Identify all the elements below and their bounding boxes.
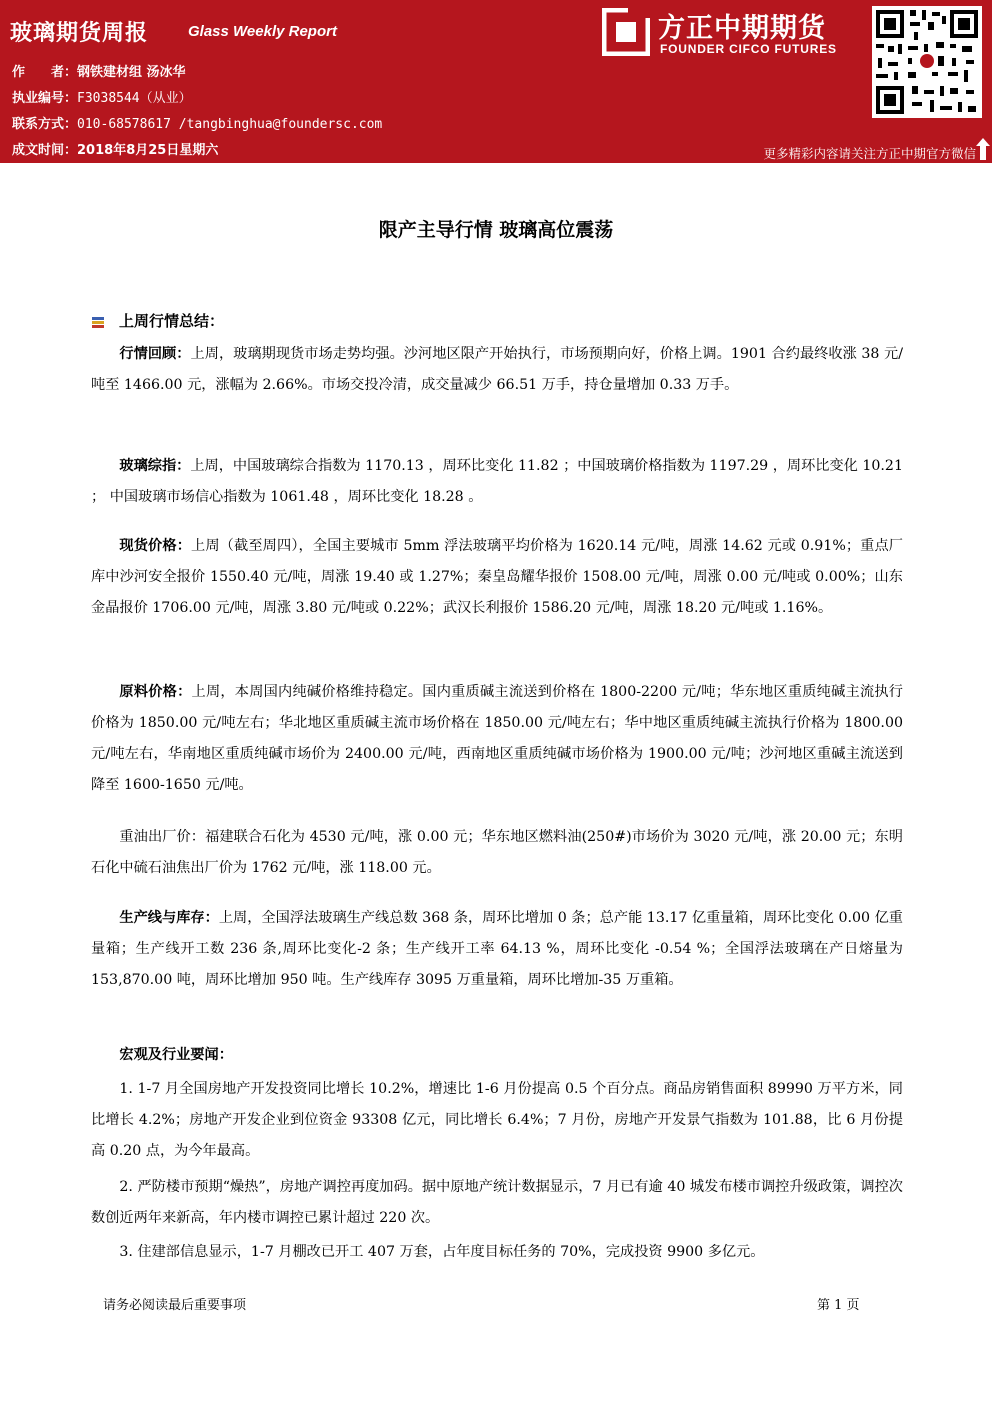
document-title: 限产主导行情 玻璃高位震荡 (378, 219, 614, 241)
report-header (0, 0, 992, 163)
paragraph-raw-material (91, 677, 903, 801)
paragraph-text: 3. 住建部信息显示，1-7 月棚改已开工 407 万套，占年度目标任务的 70%，完成投资 9900 多亿元。 (119, 1244, 765, 1260)
paragraph-text: 上周（截至周四），全国主要城市 5mm 浮法玻璃平均价格为 1620.14 元/吨，周涨 14.62 元或 0.91%；重点厂库中沙河安全报价 1550.40 元/吨，周涨 19.40 或 1.27%；秦皇岛耀华报价 1508.00 元/吨，周涨 0.00 元/吨或 0.00%；山东金晶报价 1706.00 元/吨，周涨 3.80 元/吨或 0.22%；武汉长利报价 1586.20 元/吨，周涨 18.20 元/吨或 1.16%。 (91, 538, 903, 616)
brand-name-en: FOUNDER CIFCO FUTURES (660, 42, 837, 56)
section-heading-text: 上周行情总结： (119, 312, 225, 330)
license-label: 执业编号： (12, 91, 78, 106)
paragraph-spot-price (91, 531, 903, 624)
license-row (12, 87, 192, 106)
paragraph-text: 上周，全国浮法玻璃生产线总数 368 条，周环比增加 0 条；总产能 13.17 亿重量箱，周环比变化 0.00 亿重量箱；生产线开工数 236 条,周环比变化-2 条；生产线开工率 64.13 %，周环比变化 -0.54 %；全国浮法玻璃在产日熔量为 153,870.00 吨，周环比增加 950 吨。生产线库存 3095 万重量箱，周环比增加-35 万重箱。 (91, 910, 903, 988)
brand-name-cn: 方正中期期货 (658, 13, 826, 44)
paragraph-text: 2. 严防楼市预期“燥热”，房地产调控再度加码。据中原地产统计数据显示，7 月已有逾 40 城发布楼市调控升级政策，调控次数创近两年来新高，年内楼市调控已累计超过 220 次。 (91, 1179, 903, 1226)
author-value: 钢铁建材组 汤冰华 (77, 65, 186, 80)
qr-code-icon (872, 6, 982, 118)
paragraph-market-review (91, 339, 903, 401)
date-row (12, 139, 218, 158)
paragraph-heavy-oil (91, 822, 903, 884)
page-number: 第 1 页 (817, 1298, 860, 1313)
author-label: 作 者： (12, 65, 78, 80)
news-item (91, 1074, 903, 1167)
report-title-cn: 玻璃期货周报 (10, 21, 149, 46)
contact-row (12, 113, 382, 132)
paragraph-label: 原料价格： (119, 684, 192, 700)
macro-news-heading (91, 1040, 903, 1071)
license-value: F3038544（从业） (77, 91, 192, 106)
paragraph-production-inventory (91, 903, 903, 996)
paragraph-text: 上周，玻璃期现货市场走势均强。沙河地区限产开始执行，市场预期向好，价格上调。1901 合约最终收涨 38 元/吨至 1466.00 元，涨幅为 2.66%。市场交投冷清，成交量减少 66.51 万手，持仓量增加 0.33 万手。 (91, 346, 903, 393)
paragraph-label: 现货价格： (119, 538, 192, 554)
book-bullet-icon (91, 315, 105, 329)
date-value: 2018年8月25日星期六 (77, 143, 219, 158)
footer-disclaimer-note: 请务必阅读最后重要事项 (103, 1298, 247, 1313)
news-item (91, 1172, 903, 1234)
news-item (91, 1237, 903, 1268)
paragraph-label: 行情回顾： (119, 346, 191, 362)
wechat-follow-note: 更多精彩内容请关注方正中期官方微信 (763, 146, 976, 161)
paragraph-label: 生产线与库存： (119, 910, 219, 926)
contact-label: 联系方式： (12, 117, 78, 132)
report-title-en: Glass Weekly Report (188, 23, 337, 40)
founder-logo-icon (602, 8, 650, 56)
paragraph-label: 宏观及行业要闻： (119, 1047, 233, 1063)
date-label: 成文时间： (12, 143, 78, 158)
paragraph-text: 上周，中国玻璃综合指数为 1170.13 ，周环比变化 11.82 ；中国玻璃价格指数为 1197.29 ，周环比变化 10.21 ； 中国玻璃市场信心指数为 1061.48 ，周环比变化 18.28 。 (91, 458, 903, 505)
paragraph-label: 玻璃综指： (119, 458, 191, 474)
paragraph-text: 重油出厂价：福建联合石化为 4530 元/吨，涨 0.00 元；华东地区燃料油(250#)市场价为 3020 元/吨，涨 20.00 元；东明石化中硫石油焦出厂价为 1762 元/吨，涨 118.00 元。 (91, 829, 903, 876)
section-heading (91, 310, 224, 331)
contact-value: 010-68578617 /tangbinghua@foundersc.com (77, 117, 383, 132)
paragraph-text: 1. 1-7 月全国房地产开发投资同比增长 10.2%，增速比 1-6 月份提高 0.5 个百分点。商品房销售面积 89990 万平方米，同比增长 4.2%；房地产开发企业到位资金 93308 亿元，同比增长 6.4%；7 月份，房地产开发景气指数为 101.88，比 6 月份提高 0.20 点，为今年最高。 (91, 1081, 903, 1159)
paragraph-text: 上周，本周国内纯碱价格维持稳定。国内重质碱主流送到价格在 1800-2200 元/吨；华东地区重质纯碱主流执行价格为 1850.00 元/吨左右；华北地区重质碱主流市场价格在 1850.00 元/吨左右；华中地区重质纯碱主流执行价格为 1800.00 元/吨左右，华南地区重质纯碱市场价为 2400.00 元/吨，西南地区重质纯碱市场价格为 1900.00 元/吨；沙河地区重碱主流送到降至 1600-1650 元/吨。 (91, 684, 903, 793)
arrow-up-icon (976, 138, 990, 160)
author-row (12, 61, 186, 80)
paragraph-glass-index (91, 451, 903, 513)
